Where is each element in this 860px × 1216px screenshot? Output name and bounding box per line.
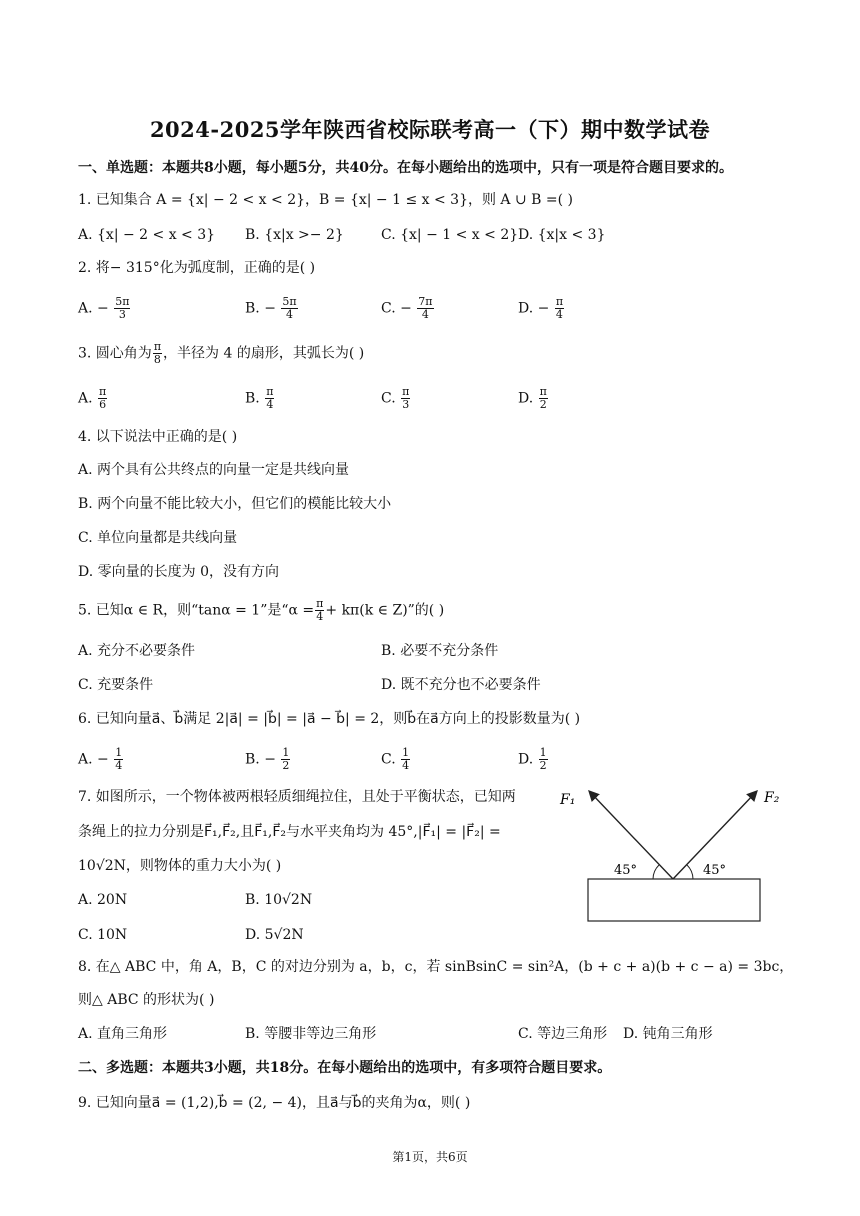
- question-7-stem-line-2: 条绳上的拉力分别是F⃗₁,F⃗₂,且F⃗₁,F⃗₂与水平夹角均为 45°,|F⃗₁| = |F⃗₂| =: [78, 824, 501, 840]
- numerator: π: [316, 597, 324, 610]
- fraction: [281, 296, 297, 321]
- question-7-option-c: C. 10N: [78, 927, 128, 943]
- option-prefix: D.: [518, 390, 534, 407]
- numerator: 1: [115, 746, 123, 759]
- question-4-stem: 4. 以下说法中正确的是( ): [78, 429, 238, 445]
- question-8-stem-line-1: 8. 在△ ABC 中，角 A，B，C 的对边分别为 a，b，c，若 sinBsinC = sin²A，(b + c + a)(b + c − a) = 3bc，: [78, 959, 794, 975]
- question-3-stem: [78, 341, 364, 366]
- stem-text: 3. 圆心角为: [78, 345, 152, 362]
- question-6-option-a: [78, 747, 124, 772]
- numerator: π: [153, 340, 162, 353]
- question-6-option-b: [245, 747, 291, 772]
- fraction: [315, 598, 324, 623]
- numerator: 5π: [282, 295, 297, 308]
- fraction: [114, 747, 123, 772]
- option-prefix: B.: [245, 390, 260, 407]
- fraction: [417, 296, 433, 321]
- question-9-stem: 9. 已知向量a⃗ = (1,2),b⃗ = (2, − 4)，且a⃗与b⃗的夹角为α，则( ): [78, 1095, 471, 1111]
- option-prefix: C.: [381, 390, 396, 407]
- page-footer: 第1页，共6页: [392, 1150, 468, 1164]
- question-5-option-c: C. 充要条件: [78, 677, 154, 693]
- fraction: [98, 386, 107, 411]
- fraction: [539, 747, 548, 772]
- option-prefix: A.: [78, 390, 93, 407]
- question-2-option-b: [245, 296, 299, 321]
- angle-label-left: 45°: [614, 863, 638, 878]
- angle-arc-right: [687, 865, 693, 879]
- question-2-option-a: [78, 296, 131, 321]
- numerator: π: [402, 385, 410, 398]
- question-2-stem: 2. 将− 315°化为弧度制，正确的是( ): [78, 260, 316, 276]
- question-1-option-c: C. {x| − 1 < x < 2}: [381, 227, 519, 243]
- option-prefix: C.: [381, 751, 396, 768]
- question-8-option-a: A. 直角三角形: [78, 1026, 168, 1042]
- denominator: 2: [282, 759, 290, 772]
- question-3-option-b: [245, 386, 275, 411]
- question-8-stem-line-2: 则△ ABC 的形状为( ): [78, 992, 215, 1008]
- question-7-option-d: D. 5√2N: [245, 927, 304, 943]
- numerator: π: [539, 385, 547, 398]
- question-6-option-c: [381, 747, 411, 772]
- question-3-option-d: [518, 386, 549, 411]
- numerator: 5π: [115, 295, 130, 308]
- question-4-option-c: C. 单位向量都是共线向量: [78, 530, 238, 546]
- option-prefix: A. −: [78, 751, 109, 768]
- numerator: π: [266, 385, 274, 398]
- question-3-option-a: [78, 386, 108, 411]
- question-2-option-c: [381, 296, 435, 321]
- question-6-stem: 6. 已知向量a⃗、b⃗满足 2|a⃗| = |b⃗| = |a⃗ − b⃗| = 2，则b⃗在a⃗方向上的投影数量为( ): [78, 711, 581, 727]
- question-7-stem-line-3: 10√2N，则物体的重力大小为( ): [78, 858, 282, 874]
- question-8-option-d: D. 钝角三角形: [623, 1026, 713, 1042]
- option-prefix: B. −: [245, 300, 276, 317]
- section-heading-multiple-choice: 二、多选题：本题共3小题，共18分。在每小题给出的选项中，有多项符合题目要求。: [78, 1060, 612, 1076]
- question-4-option-d: D. 零向量的长度为 0，没有方向: [78, 564, 279, 580]
- numerator: 1: [539, 746, 547, 759]
- option-prefix: A. −: [78, 300, 109, 317]
- denominator: 4: [421, 308, 429, 321]
- question-6-option-d: [518, 747, 549, 772]
- denominator: 6: [99, 398, 107, 411]
- fraction: [401, 386, 410, 411]
- stem-text: 5. 已知α ∈ R，则“tanα = 1”是“α =: [78, 602, 315, 619]
- denominator: 4: [555, 308, 563, 321]
- question-1-option-a: A. {x| − 2 < x < 3}: [78, 227, 216, 243]
- question-2-option-d: [518, 296, 565, 321]
- page-title: 2024-2025学年陕西省校际联考高一（下）期中数学试卷: [149, 117, 711, 142]
- fraction: [281, 747, 290, 772]
- object-block: [588, 879, 760, 921]
- denominator: 2: [539, 398, 547, 411]
- question-5-option-d: D. 既不充分也不必要条件: [381, 677, 541, 693]
- question-8-option-b: B. 等腰非等边三角形: [245, 1026, 377, 1042]
- angle-label-right: 45°: [703, 863, 727, 878]
- option-prefix: C. −: [381, 300, 412, 317]
- question-1-option-b: B. {x|x >− 2}: [245, 227, 344, 243]
- denominator: 4: [285, 308, 293, 321]
- option-prefix: D.: [518, 751, 534, 768]
- section-heading-single-choice: 一、单选题：本题共8小题，每小题5分，共40分。在每小题给出的选项中，只有一项是符合题目要求的。: [78, 160, 733, 176]
- label-f2: F₂: [764, 790, 780, 806]
- question-5-option-b: B. 必要不充分条件: [381, 643, 499, 659]
- force-diagram: [556, 780, 792, 928]
- question-3-option-c: [381, 386, 411, 411]
- denominator: 4: [316, 610, 324, 623]
- option-prefix: B. −: [245, 751, 276, 768]
- numerator: 1: [282, 746, 290, 759]
- question-7-stem-line-1: 7. 如图所示，一个物体被两根轻质细绳拉住，且处于平衡状态，已知两: [78, 789, 516, 805]
- angle-arc-left: [653, 865, 659, 879]
- denominator: 2: [539, 759, 547, 772]
- question-4-option-b: B. 两个向量不能比较大小，但它们的模能比较大小: [78, 496, 392, 512]
- denominator: 4: [402, 759, 410, 772]
- denominator: 3: [118, 308, 126, 321]
- numerator: π: [99, 385, 107, 398]
- question-5-option-a: A. 充分不必要条件: [78, 643, 196, 659]
- question-7-option-a: A. 20N: [78, 892, 128, 908]
- question-1-option-d: D. {x|x < 3}: [518, 227, 606, 243]
- question-4-option-a: A. 两个具有公共终点的向量一定是共线向量: [78, 462, 350, 478]
- question-8-option-c: C. 等边三角形: [518, 1026, 608, 1042]
- question-1-stem: 1. 已知集合 A = {x| − 2 < x < 2}，B = {x| − 1 ≤ x < 3}，则 A ∪ B =( ): [78, 192, 574, 208]
- question-7-option-b: B. 10√2N: [245, 892, 313, 908]
- stem-text: ，半径为 4 的扇形，其弧长为( ): [163, 345, 365, 362]
- question-5-stem: [78, 598, 444, 623]
- denominator: 8: [153, 353, 161, 366]
- stem-text: + kπ(k ∈ Z)”的( ): [325, 602, 445, 619]
- fraction: [555, 296, 564, 321]
- fraction: [265, 386, 274, 411]
- denominator: 3: [402, 398, 410, 411]
- fraction: [153, 341, 162, 366]
- numerator: 1: [402, 746, 410, 759]
- denominator: 4: [266, 398, 274, 411]
- numerator: 7π: [418, 295, 433, 308]
- fraction: [539, 386, 548, 411]
- fraction: [114, 296, 130, 321]
- denominator: 4: [115, 759, 123, 772]
- numerator: π: [555, 295, 564, 308]
- fraction: [401, 747, 410, 772]
- label-f1: F₁: [560, 792, 576, 808]
- option-prefix: D. −: [518, 300, 550, 317]
